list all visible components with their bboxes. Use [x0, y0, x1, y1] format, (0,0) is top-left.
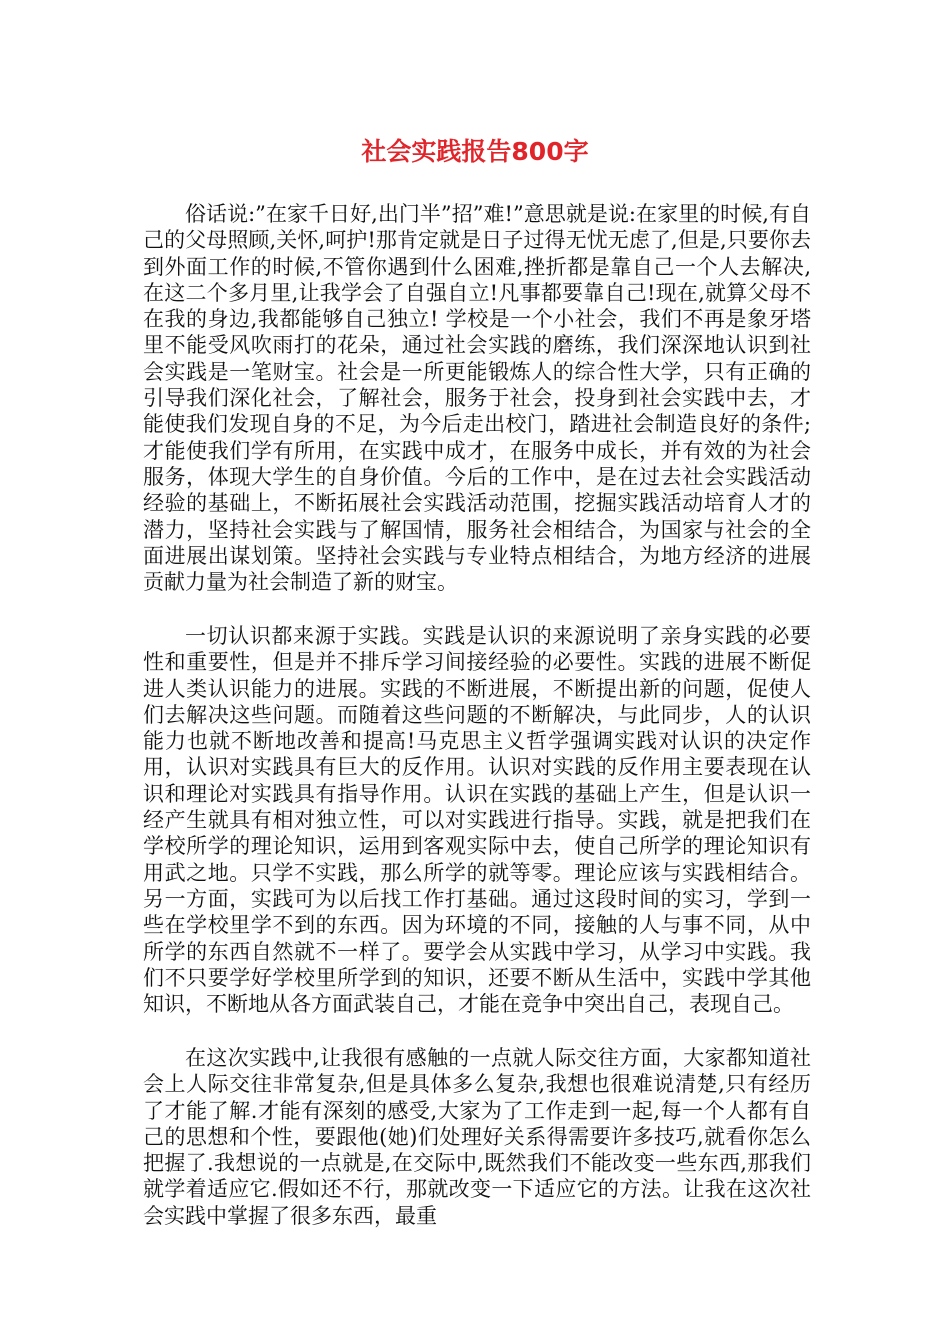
- document-title: 社会实践报告800字: [361, 137, 589, 166]
- paragraph-3: 在这次实践中,让我很有感触的一点就人际交往方面，大家都知道社会上人际交往非常复杂,但是具体多么复杂,我想也很难说清楚,只有经历了才能了解.才能有深刻的感受,大家为了工作走到一起,每一个人都有自己的思想和个性，要跟他(她)们处理好关系得需要许多技巧,就看你怎么把握了.我想说的一点就是,在交际中,既然我们不能改变一些东西,那我们就学着适应它.假如还不行，那就改变一下适应它的方法。让我在这次社会实践中掌握了很多东西，最重: [143, 1046, 811, 1228]
- paragraph-2: 一切认识都来源于实践。实践是认识的来源说明了亲身实践的必要性和重要性，但是并不排斥学习间接经验的必要性。实践的进展不断促进人类认识能力的进展。实践的不断进展，不断提出新的问题，促使人们去解决这些问题。而随着这些问题的不断解决，与此同步，人的认识能力也就不断地改善和提高!马克思主义哲学强调实践对认识的决定作用，认识对实践具有巨大的反作用。认识对实践的反作用主要表现在认识和理论对实践具有指导作用。认识在实践的基础上产生，但是认识一经产生就具有相对独立性，可以对实践进行指导。实践，就是把我们在学校所学的理论知识，运用到客观实际中去，使自己所学的理论知识有用武之地。只学不实践，那么所学的就等零。理论应该与实践相结合。另一方面，实践可为以后找工作打基础。通过这段时间的实习，学到一些在学校里学不到的东西。因为环境的不同，接触的人与事不同，从中所学的东西自然就不一样了。要学会从实践中学习，从学习中实践。我们不只要学好学校里所学到的知识，还要不断从生活中，实践中学其他知识，不断地从各方面武装自己，才能在竞争中突出自己，表现自己。: [143, 624, 811, 1017]
- paragraph-1: 俗话说:”在家千日好,出门半”招”难!”意思就是说:在家里的时候,有自己的父母照顾,关怀,呵护!那肯定就是日子过得无忧无虑了,但是,只要你去到外面工作的时候,不管你遇到什么困难,挫折都是靠自己一个人去解决,在这二个多月里,让我学会了自强自立!凡事都要靠自己!现在,就算父母不在我的身边,我都能够自己独立! 学校是一个小社会，我们不再是象牙塔里不能受风吹雨打的花朵，通过社会实践的磨练，我们深深地认识到社会实践是一笔财宝。社会是一所更能锻炼人的综合性大学，只有正确的引导我们深化社会，了解社会，服务于社会，投身到社会实践中去，才能使我们发现自身的不足，为今后走出校门，踏进社会制造良好的条件;才能使我们学有所用，在实践中成才，在服务中成长，并有效的为社会服务，体现大学生的自身价值。今后的工作中，是在过去社会实践活动经验的基础上，不断拓展社会实践活动范围，挖掘实践活动培育人才的潜力，坚持社会实践与了解国情，服务社会相结合，为国家与社会的全面进展出谋划策。坚持社会实践与专业特点相结合，为地方经济的进展贡献力量为社会制造了新的财宝。: [143, 202, 811, 595]
